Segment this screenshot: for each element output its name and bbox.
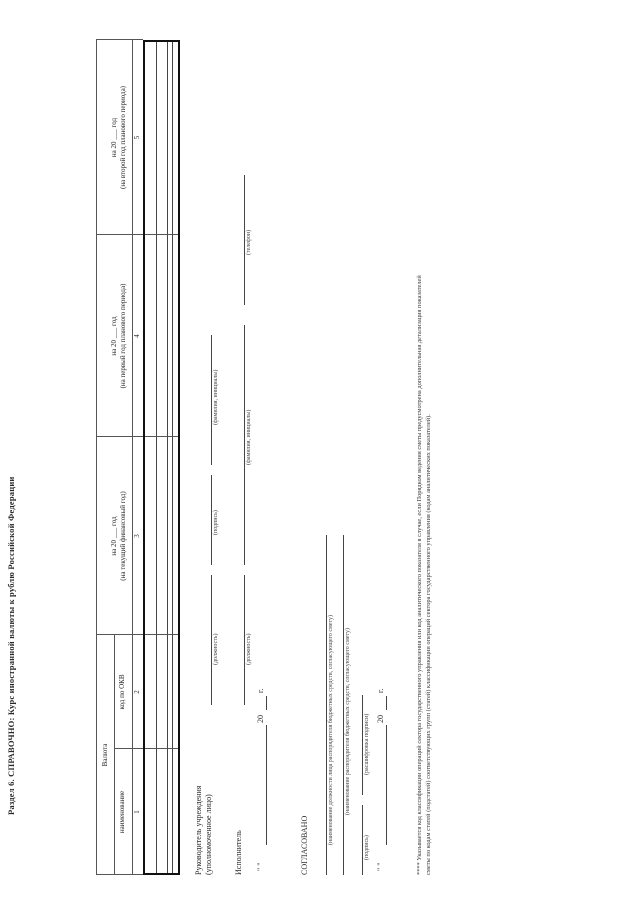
date-g: г. (256, 688, 265, 693)
approval-date-year: 20 (376, 715, 385, 723)
approval-title: СОГЛАСОВАНО (300, 815, 309, 875)
currency-group-divider (114, 635, 115, 875)
body-col-border-3 (145, 436, 178, 437)
col-number-4: 4 (133, 334, 141, 338)
executor-label: Исполнитель (234, 830, 243, 875)
col-name-header: наименование (118, 790, 126, 834)
col-okv-header: код по ОКВ (118, 674, 126, 710)
col-number-5: 5 (133, 135, 141, 140)
footnote-line-1: **** Указывается код классификации операций сектора государственного управления или код аналитического показателя в случае, если Порядком ведения сметы предусмотрена дополнительная детализация показателей (416, 275, 423, 875)
head-position-line[interactable] (211, 575, 212, 705)
footnote-line-2: сметы по кодам статей (подстатей) соответствующих групп (статей) классификации операций сектора государственного управления (кодам аналитических показателей). (425, 414, 432, 875)
executor-fio-line[interactable] (244, 325, 245, 565)
table-top-border (96, 40, 97, 875)
approval-date-g: г. (376, 688, 385, 693)
head-fio-line[interactable] (211, 335, 212, 465)
col-number-3: 3 (133, 534, 141, 538)
approval-org-line[interactable] (343, 535, 344, 875)
col-year2-header (110, 235, 128, 437)
col-year2-title: на 20 ___ год (110, 316, 118, 356)
col-year1-header (110, 437, 128, 635)
executor-position-caption: (должность) (246, 633, 252, 665)
col-year1-subtitle: (на текущий финансовый год) (119, 491, 127, 581)
col-year3-subtitle: (на второй год планового периода) (119, 85, 127, 190)
executor-phone-line[interactable] (244, 175, 245, 305)
head-signature-line[interactable] (211, 475, 212, 565)
date-year: 20 (256, 715, 265, 723)
approval-org-caption: (наименование распорядителя бюджетных средств, согласующего смету) (345, 628, 351, 815)
executor-phone-caption: (телефон) (246, 229, 252, 255)
body-col-border-2 (145, 634, 178, 635)
executor-fio-caption: (фамилия, инициалы) (246, 409, 252, 465)
col-year3-header (110, 40, 128, 235)
approval-signature-line[interactable] (362, 805, 363, 875)
body-col-border-1 (145, 748, 178, 749)
approval-date-day-month-line[interactable] (386, 725, 387, 845)
section-title: Раздел 6. СПРАВОЧНО: Курс иностранной валюты к рублю Российской Федерации (6, 476, 16, 815)
col-year2-subtitle: (на первый год планового периода) (119, 283, 127, 389)
approval-date-year-line[interactable] (386, 696, 387, 710)
date-quote: " " (256, 862, 265, 871)
approval-position-line[interactable] (326, 535, 327, 875)
date-day-month-line[interactable] (266, 725, 267, 845)
table-body (143, 40, 180, 875)
head-label: Руководитель учреждения (194, 785, 203, 875)
head-sublabel: (уполномоченное лицо) (204, 794, 213, 875)
approval-signature-caption: (подпись) (364, 835, 370, 860)
approval-position-caption: (наименование должности лица распорядителя бюджетных средств, согласующего смету) (328, 614, 334, 845)
col-year3-title: на 20 ___ год (110, 117, 118, 158)
approval-decoding-caption: (расшифровка подписи) (364, 713, 370, 775)
head-fio-caption: (фамилия, инициалы) (213, 369, 219, 425)
executor-position-line[interactable] (244, 575, 245, 705)
col-number-1: 1 (133, 810, 141, 814)
date-year-line[interactable] (266, 696, 267, 710)
body-col-border-4 (145, 234, 178, 235)
head-position-caption: (должность) (213, 633, 219, 665)
head-signature-caption: (подпись) (213, 510, 219, 535)
col-number-2: 2 (133, 690, 141, 694)
approval-date-quote: " " (376, 862, 385, 871)
approval-decoding-line[interactable] (362, 695, 363, 795)
col-year1-title: на 20 ___ год (110, 516, 118, 556)
currency-group-header: Валюта (101, 743, 109, 767)
